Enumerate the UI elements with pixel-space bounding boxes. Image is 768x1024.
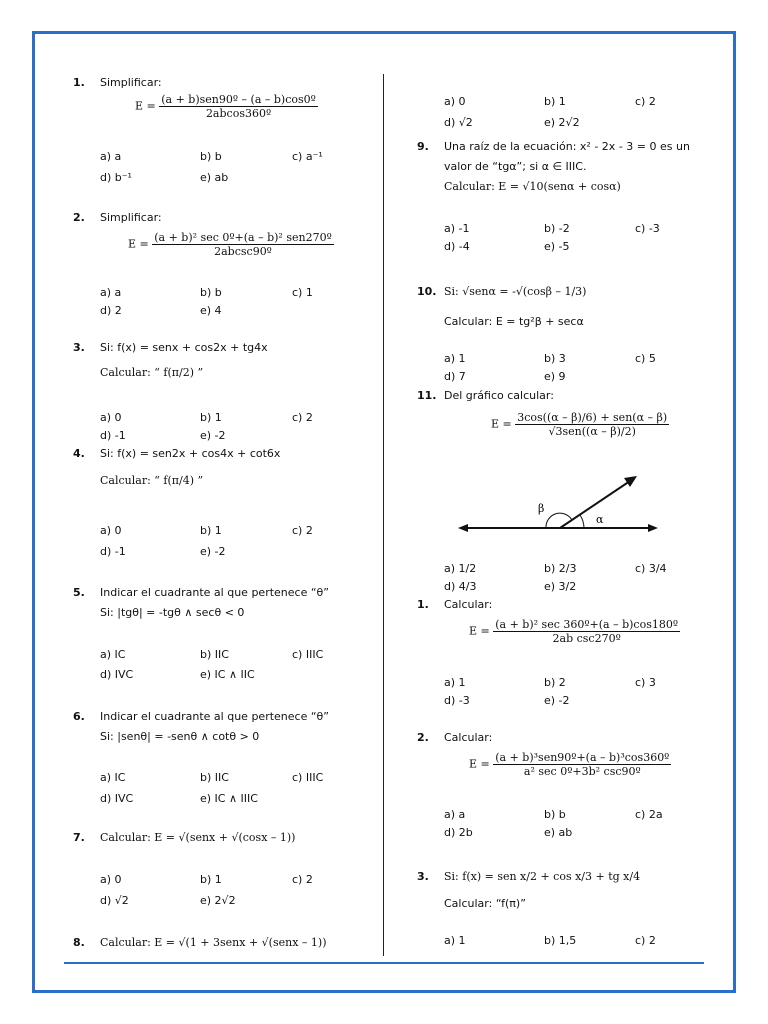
option-e: e) -2 bbox=[200, 545, 226, 558]
question-subtext: Calcular: E = tg²β + secα bbox=[444, 315, 584, 328]
option-a: a) 0 bbox=[100, 411, 122, 424]
question-text: Si: f(x) = sen2x + cos4x + cot6x bbox=[100, 447, 281, 460]
beta-arc bbox=[546, 513, 572, 528]
option-d: d) -3 bbox=[444, 694, 470, 707]
option-c: c) 2a bbox=[635, 808, 663, 821]
option-b: b) 1 bbox=[200, 524, 222, 537]
angle-figure bbox=[458, 470, 658, 540]
question-text: Indicar el cuadrante al que pertenece “θ” bbox=[100, 710, 329, 723]
option-a: a) 0 bbox=[100, 873, 122, 886]
question-text: Si: f(x) = senx + cos2x + tg4x bbox=[100, 341, 268, 354]
option-a: a) IC bbox=[100, 648, 126, 661]
question-subtext: Si: |senθ| = -senθ ∧ cotθ > 0 bbox=[100, 730, 260, 743]
option-c: c) a⁻¹ bbox=[292, 150, 323, 163]
option-a: a) a bbox=[444, 808, 466, 821]
option-b: b) 2/3 bbox=[544, 562, 577, 575]
option-c: c) 2 bbox=[635, 934, 656, 947]
question-subtext: Calcular: “ f(π/4) ” bbox=[100, 474, 204, 487]
option-b: b) 1 bbox=[544, 95, 566, 108]
option-d: d) IVC bbox=[100, 668, 134, 681]
footer-line bbox=[64, 962, 704, 964]
question-text: Calcular: bbox=[444, 598, 493, 611]
option-c: c) 1 bbox=[292, 286, 313, 299]
question-subtext: Calcular: “ f(π/2) ” bbox=[100, 366, 204, 379]
option-b: b) IIC bbox=[200, 648, 229, 661]
option-a: a) 1/2 bbox=[444, 562, 477, 575]
ray-arrowhead bbox=[624, 476, 637, 487]
option-e: e) IC ∧ IIC bbox=[200, 668, 255, 681]
formula: E = 3cos((α – β)/6) + sen(α – β) √3sen((α – β)/2) bbox=[491, 411, 668, 438]
option-b: b) b bbox=[544, 808, 566, 821]
option-e: e) 4 bbox=[200, 304, 222, 317]
option-a: a) a bbox=[100, 150, 122, 163]
option-b: b) 1 bbox=[200, 411, 222, 424]
option-c: c) 2 bbox=[292, 411, 313, 424]
right-arrowhead bbox=[648, 524, 658, 532]
column-divider bbox=[383, 74, 384, 956]
question-text: Calcular: E = √(1 + 3senx + √(senx – 1)) bbox=[100, 936, 327, 949]
option-c: c) 2 bbox=[292, 524, 313, 537]
option-d: d) IVC bbox=[100, 792, 134, 805]
option-e: e) -5 bbox=[544, 240, 570, 253]
question-text: Del gráfico calcular: bbox=[444, 389, 554, 402]
option-d: d) b⁻¹ bbox=[100, 171, 132, 184]
option-a: a) 1 bbox=[444, 934, 466, 947]
option-b: b) 1 bbox=[200, 873, 222, 886]
option-b: b) 1,5 bbox=[544, 934, 577, 947]
option-e: e) 2√2 bbox=[544, 116, 580, 129]
option-d: d) -4 bbox=[444, 240, 470, 253]
question-number: 11. bbox=[417, 389, 437, 402]
option-c: c) IIIC bbox=[292, 648, 324, 661]
alpha-arc bbox=[580, 515, 584, 528]
question-number: 10. bbox=[417, 285, 437, 298]
beta-label: β bbox=[538, 502, 545, 515]
option-d: d) √2 bbox=[444, 116, 473, 129]
formula: E = (a + b)³sen90º+(a – b)³cos360º a² sec 0º+3b² csc90º bbox=[469, 751, 670, 778]
option-e: e) 2√2 bbox=[200, 894, 236, 907]
option-d: d) -1 bbox=[100, 429, 126, 442]
option-d: d) 4/3 bbox=[444, 580, 477, 593]
option-c: c) 3 bbox=[635, 676, 656, 689]
question-text: Simplificar: bbox=[100, 76, 162, 89]
question-text: Indicar el cuadrante al que pertenece “θ” bbox=[100, 586, 329, 599]
question-number: 6. bbox=[73, 710, 85, 723]
question-subtext: valor de “tgα”; si α ∈ IIIC. bbox=[444, 160, 587, 173]
option-a: a) 0 bbox=[444, 95, 466, 108]
option-d: d) 2 bbox=[100, 304, 122, 317]
question-subtext: Calcular: “f(π)” bbox=[444, 897, 526, 910]
alpha-label: α bbox=[596, 513, 604, 526]
option-d: d) 2b bbox=[444, 826, 473, 839]
option-b: b) b bbox=[200, 150, 222, 163]
option-b: b) 3 bbox=[544, 352, 566, 365]
question-number: 8. bbox=[73, 936, 85, 949]
option-e: e) -2 bbox=[200, 429, 226, 442]
question-number: 1. bbox=[417, 598, 429, 611]
question-number: 4. bbox=[73, 447, 85, 460]
question-subtext: Calcular: E = √10(senα + cosα) bbox=[444, 180, 621, 193]
option-e: e) ab bbox=[200, 171, 229, 184]
question-number: 2. bbox=[417, 731, 429, 744]
option-a: a) 1 bbox=[444, 352, 466, 365]
question-number: 5. bbox=[73, 586, 85, 599]
question-text: Si: √senα = -√(cosβ – 1/3) bbox=[444, 285, 587, 298]
question-number: 3. bbox=[417, 870, 429, 883]
option-d: d) -1 bbox=[100, 545, 126, 558]
question-text: Calcular: E = √(senx + √(cosx – 1)) bbox=[100, 831, 296, 844]
option-c: c) 3/4 bbox=[635, 562, 667, 575]
option-c: c) 2 bbox=[292, 873, 313, 886]
option-e: e) 3/2 bbox=[544, 580, 577, 593]
question-text: Si: f(x) = sen x/2 + cos x/3 + tg x/4 bbox=[444, 870, 641, 883]
question-number: 2. bbox=[73, 211, 85, 224]
question-text: Calcular: bbox=[444, 731, 493, 744]
formula: E = (a + b)sen90º – (a – b)cos0º 2abcos360º bbox=[135, 93, 316, 120]
option-e: e) ab bbox=[544, 826, 573, 839]
option-e: e) IC ∧ IIIC bbox=[200, 792, 258, 805]
formula: E = (a + b)² sec 360º+(a – b)cos180º 2ab csc270º bbox=[469, 618, 679, 645]
question-subtext: Si: |tgθ| = -tgθ ∧ secθ < 0 bbox=[100, 606, 245, 619]
option-c: c) 5 bbox=[635, 352, 656, 365]
left-arrowhead bbox=[458, 524, 468, 532]
question-number: 9. bbox=[417, 140, 429, 153]
option-d: d) √2 bbox=[100, 894, 129, 907]
option-b: b) -2 bbox=[544, 222, 570, 235]
option-e: e) -2 bbox=[544, 694, 570, 707]
option-b: b) 2 bbox=[544, 676, 566, 689]
question-number: 3. bbox=[73, 341, 85, 354]
option-c: c) IIIC bbox=[292, 771, 324, 784]
option-c: c) 2 bbox=[635, 95, 656, 108]
option-a: a) a bbox=[100, 286, 122, 299]
option-a: a) -1 bbox=[444, 222, 470, 235]
option-a: a) 1 bbox=[444, 676, 466, 689]
question-text: Simplificar: bbox=[100, 211, 162, 224]
question-number: 1. bbox=[73, 76, 85, 89]
option-c: c) -3 bbox=[635, 222, 660, 235]
option-a: a) IC bbox=[100, 771, 126, 784]
option-d: d) 7 bbox=[444, 370, 466, 383]
option-b: b) IIC bbox=[200, 771, 229, 784]
option-b: b) b bbox=[200, 286, 222, 299]
option-e: e) 9 bbox=[544, 370, 566, 383]
formula: E = (a + b)² sec 0º+(a – b)² sen270º 2abcsc90º bbox=[128, 231, 332, 258]
question-number: 7. bbox=[73, 831, 85, 844]
question-text: Una raíz de la ecuación: x² - 2x - 3 = 0 es un bbox=[444, 140, 690, 153]
option-a: a) 0 bbox=[100, 524, 122, 537]
